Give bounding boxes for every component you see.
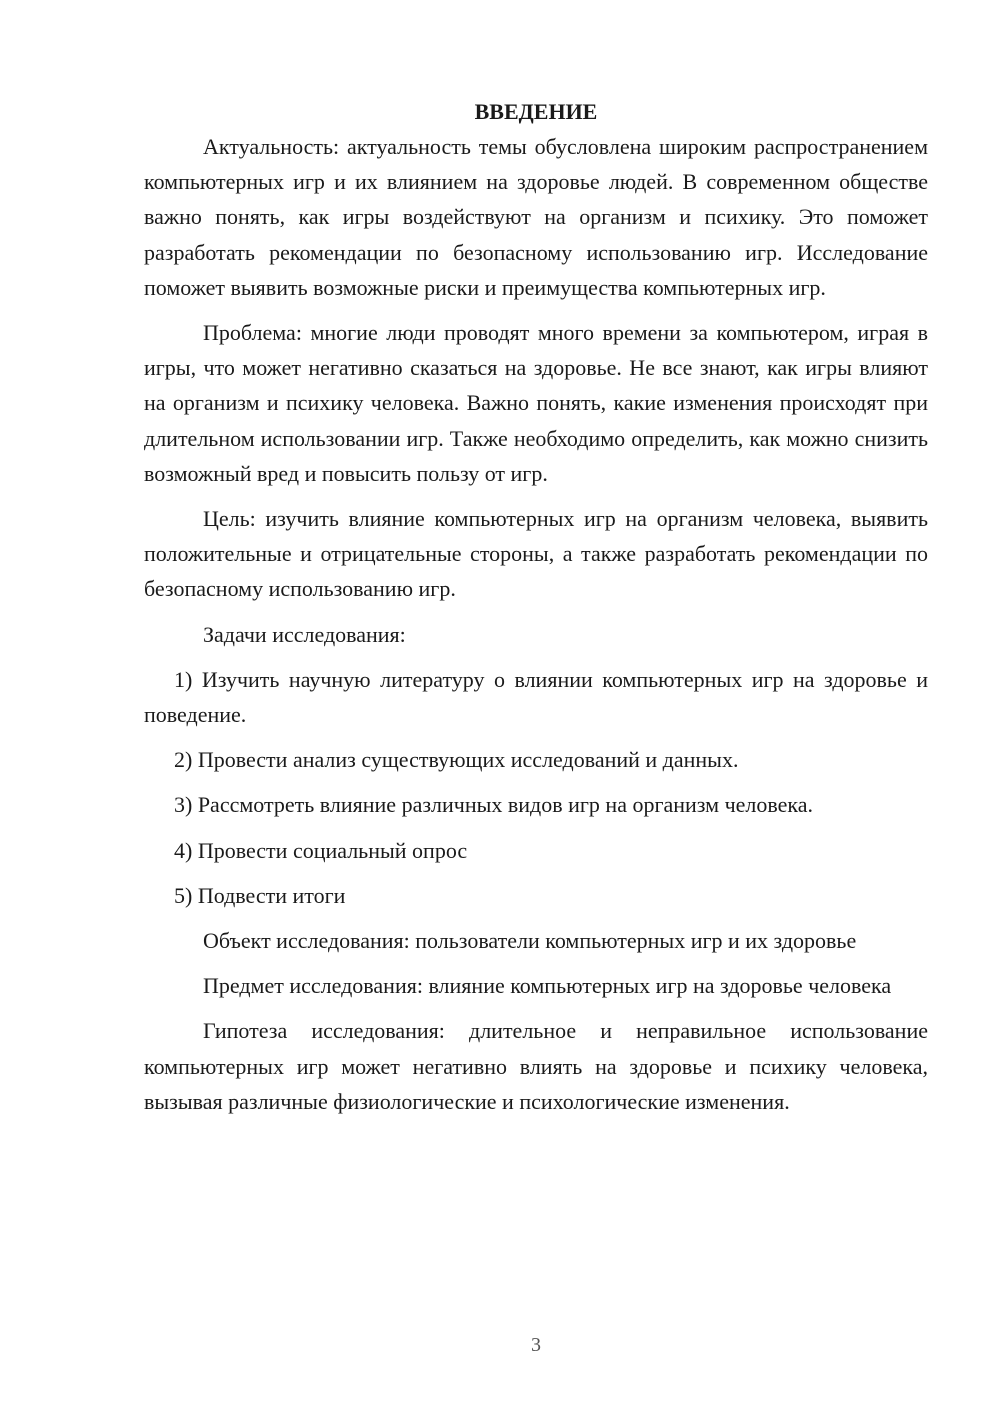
task-item: 1) Изучить научную литературу о влиянии компьютерных игр на здоровье и поведение.: [144, 666, 928, 728]
page-number: 3: [531, 1334, 541, 1356]
task-item: 3) Рассмотреть влияние различных видов игр на организм человека.: [174, 792, 814, 818]
task-item: 2) Провести анализ существующих исследований и данных.: [174, 747, 739, 773]
page-content: [144, 94, 928, 1129]
paragraph-goal: Цель: изучить влияние компьютерных игр на организм человека, выявить положительные и отрицательные стороны, а также разработать рекомендации по безопасному использованию игр.: [144, 506, 928, 602]
task-item: 4) Провести социальный опрос: [174, 837, 468, 863]
paragraph-relevance: Актуальность: актуальность темы обусловлена широким распространением компьютерных игр и их влиянием на здоровье людей. В современном обществе важно понять, как игры воздействуют на организм и психику. Это поможет разработать рекомендации по безопасному использованию игр. Исследование поможет выявить возможные риски и преимущества компьютерных игр.: [144, 134, 928, 300]
paragraph-tasks-heading: Задачи исследования:: [203, 621, 406, 647]
page-title: ВВЕДЕНИЕ: [474, 99, 598, 124]
task-item: 5) Подвести итоги: [174, 882, 346, 908]
paragraph-subject: Предмет исследования: влияние компьютерных игр на здоровье человека: [203, 973, 892, 999]
paragraph-hypothesis: Гипотеза исследования: длительное и неправильное использование компьютерных игр может негативно влиять на здоровье и психику человека, вызывая различные физиологические и психологические изменения.: [144, 1018, 928, 1114]
paragraph-object: Объект исследования: пользователи компьютерных игр и их здоровье: [203, 928, 857, 954]
paragraph-problem: Проблема: многие люди проводят много времени за компьютером, играя в игры, что может негативно сказаться на здоровье. Не все знают, как игры влияют на организм и психику человека. Важно понять, какие изменения происходят при длительном использовании игр. Также необходимо определить, как можно снизить возможный вред и повысить пользу от игр.: [144, 320, 928, 486]
